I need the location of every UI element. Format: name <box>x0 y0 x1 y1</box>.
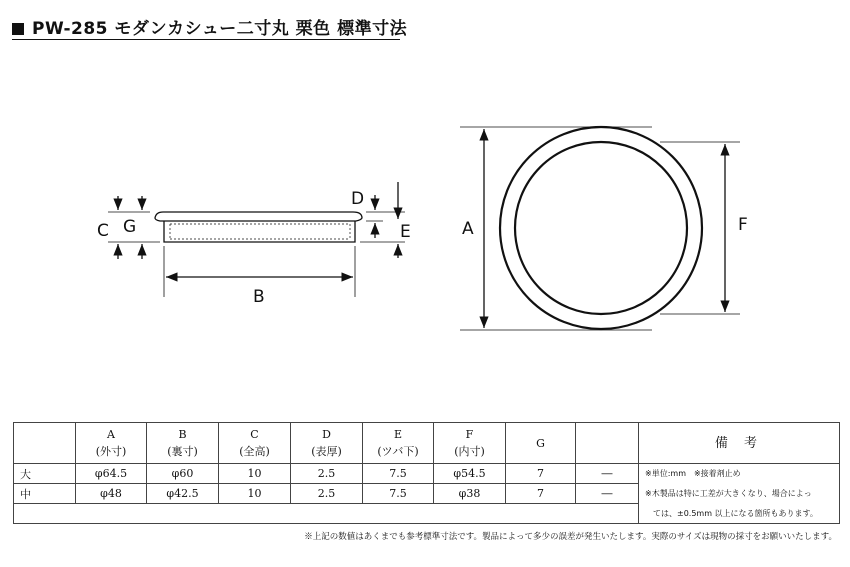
header-a: A (外寸) <box>76 423 147 464</box>
header-g: G <box>506 423 576 464</box>
cell-medium-f: φ38 <box>434 484 506 504</box>
cell-medium-g: 7 <box>506 484 576 504</box>
cell-medium-e: 7.5 <box>363 484 434 504</box>
cell-large-a: φ64.5 <box>76 464 147 484</box>
cell-large-f: φ54.5 <box>434 464 506 484</box>
table-header-row <box>14 423 840 464</box>
cell-medium-b: φ42.5 <box>147 484 219 504</box>
cell-medium-extra: ― <box>576 484 639 504</box>
inner-opening-circle <box>515 142 687 314</box>
footnote: ※上記の数値はあくまでも参考標準寸法です。製品によって多少の誤差が発生いたします。実際のサイズは現物の採寸をお願いいたします。 <box>304 532 837 542</box>
table-row <box>14 464 840 484</box>
remarks-note-1: ※単位:mm ※接着剤止め <box>639 464 840 484</box>
label-c: C <box>97 221 109 241</box>
table-row-empty <box>14 504 840 524</box>
cell-large-g: 7 <box>506 464 576 484</box>
remarks-note-3: ては、±0.5mm 以上になる箇所もあります。 <box>639 504 840 524</box>
cell-medium-a: φ48 <box>76 484 147 504</box>
cell-large-e: 7.5 <box>363 464 434 484</box>
remarks-note-2: ※木製品は特に工差が大きくなり、場合によっ <box>639 484 840 504</box>
label-a: A <box>462 219 474 239</box>
header-d: D (表厚) <box>291 423 363 464</box>
corner-cell <box>14 423 76 464</box>
label-g: G <box>123 217 137 237</box>
label-f: F <box>738 215 748 235</box>
label-d: D <box>351 189 365 209</box>
cell-medium-c: 10 <box>219 484 291 504</box>
label-e: E <box>400 222 411 242</box>
empty-row-cell <box>14 504 639 524</box>
outer-rim-circle <box>500 127 702 329</box>
header-extra <box>576 423 639 464</box>
row-label-medium: 中 <box>14 484 76 504</box>
row-label-large: 大 <box>14 464 76 484</box>
header-c: C (全高) <box>219 423 291 464</box>
table-row <box>14 484 840 504</box>
title-text: PW-285 モダンカシュー二寸丸 栗色 標準寸法 <box>32 19 408 39</box>
header-f: F (内寸) <box>434 423 506 464</box>
flange-outline <box>155 212 362 221</box>
plan-view <box>460 127 740 330</box>
cell-large-c: 10 <box>219 464 291 484</box>
cell-large-extra: ― <box>576 464 639 484</box>
header-b: B (裏寸) <box>147 423 219 464</box>
cell-medium-d: 2.5 <box>291 484 363 504</box>
header-remarks: 備 考 <box>639 423 840 464</box>
header-e: E (ツバ下) <box>363 423 434 464</box>
dimension-table <box>13 422 840 524</box>
cell-large-b: φ60 <box>147 464 219 484</box>
cell-large-d: 2.5 <box>291 464 363 484</box>
label-b: B <box>253 287 265 307</box>
